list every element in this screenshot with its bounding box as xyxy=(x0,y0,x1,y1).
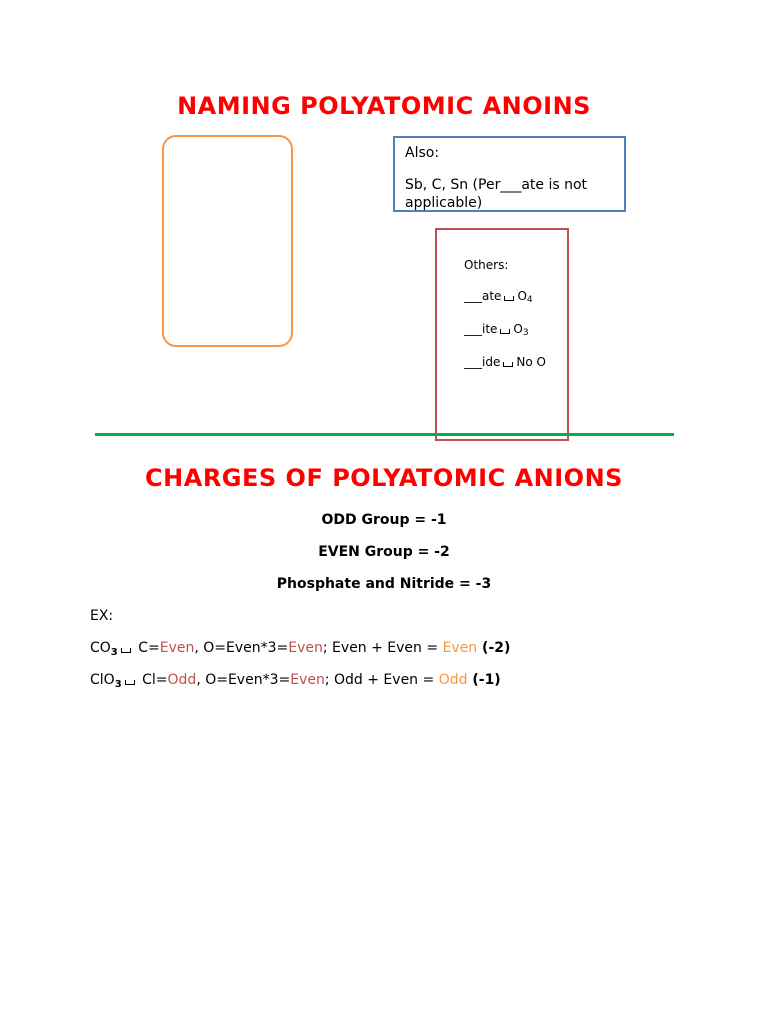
subscript: 3 xyxy=(522,328,529,338)
oxygen-parity: Even xyxy=(290,672,325,688)
subscript: 4 xyxy=(526,295,533,305)
arrow-icon xyxy=(121,648,131,653)
sum-part: ; Even + Even = xyxy=(322,640,443,656)
sum-parity: Odd xyxy=(438,672,468,688)
rule-odd: ODD Group = -1 xyxy=(321,512,447,528)
others-heading: Others: xyxy=(464,258,509,272)
empty-rounded-box xyxy=(162,135,293,347)
naming-title: NAMING POLYATOMIC ANOINS xyxy=(177,92,591,120)
subscript: 3 xyxy=(110,647,118,658)
formula: CO xyxy=(90,640,111,656)
example-label: EX: xyxy=(90,608,114,624)
section-divider xyxy=(95,433,674,436)
element-parity: Odd xyxy=(167,672,197,688)
oxygen-count: No O xyxy=(516,355,546,369)
suffix-label: ___ide xyxy=(464,355,501,369)
subscript: 3 xyxy=(114,679,122,690)
others-line-ite xyxy=(464,322,546,339)
suffix-label: ___ate xyxy=(464,289,502,303)
arrow-icon xyxy=(500,329,510,334)
charge-value: (-2) xyxy=(477,640,511,656)
others-line-ate xyxy=(464,289,546,306)
arrow-icon xyxy=(504,296,514,301)
charge-value: (-1) xyxy=(467,672,501,688)
element-part: Cl= xyxy=(137,672,168,688)
also-heading: Also: xyxy=(405,145,440,161)
oxygen-count: O xyxy=(513,322,523,336)
others-box xyxy=(435,228,569,441)
others-line-ide xyxy=(464,355,546,370)
arrow-icon xyxy=(125,680,135,685)
sum-part: ; Odd + Even = xyxy=(324,672,439,688)
rule-even: EVEN Group = -2 xyxy=(318,544,450,560)
also-box xyxy=(393,136,626,212)
oxygen-part: , O=Even*3= xyxy=(196,672,291,688)
charges-title: CHARGES OF POLYATOMIC ANIONS xyxy=(145,464,623,492)
arrow-icon xyxy=(503,362,513,367)
also-text: Sb, C, Sn (Per___ate is not applicable) xyxy=(405,177,588,211)
example-co3 xyxy=(90,640,510,656)
rule-phosphate: Phosphate and Nitride = -3 xyxy=(276,576,492,592)
oxygen-count: O xyxy=(517,289,527,303)
suffix-label: ___ite xyxy=(464,322,498,336)
element-parity: Even xyxy=(159,640,195,656)
formula: ClO xyxy=(90,672,115,688)
sum-parity: Even xyxy=(442,640,478,656)
oxygen-part: , O=Even*3= xyxy=(194,640,289,656)
element-part: C= xyxy=(133,640,160,656)
example-clo3 xyxy=(90,672,501,688)
oxygen-parity: Even xyxy=(288,640,323,656)
